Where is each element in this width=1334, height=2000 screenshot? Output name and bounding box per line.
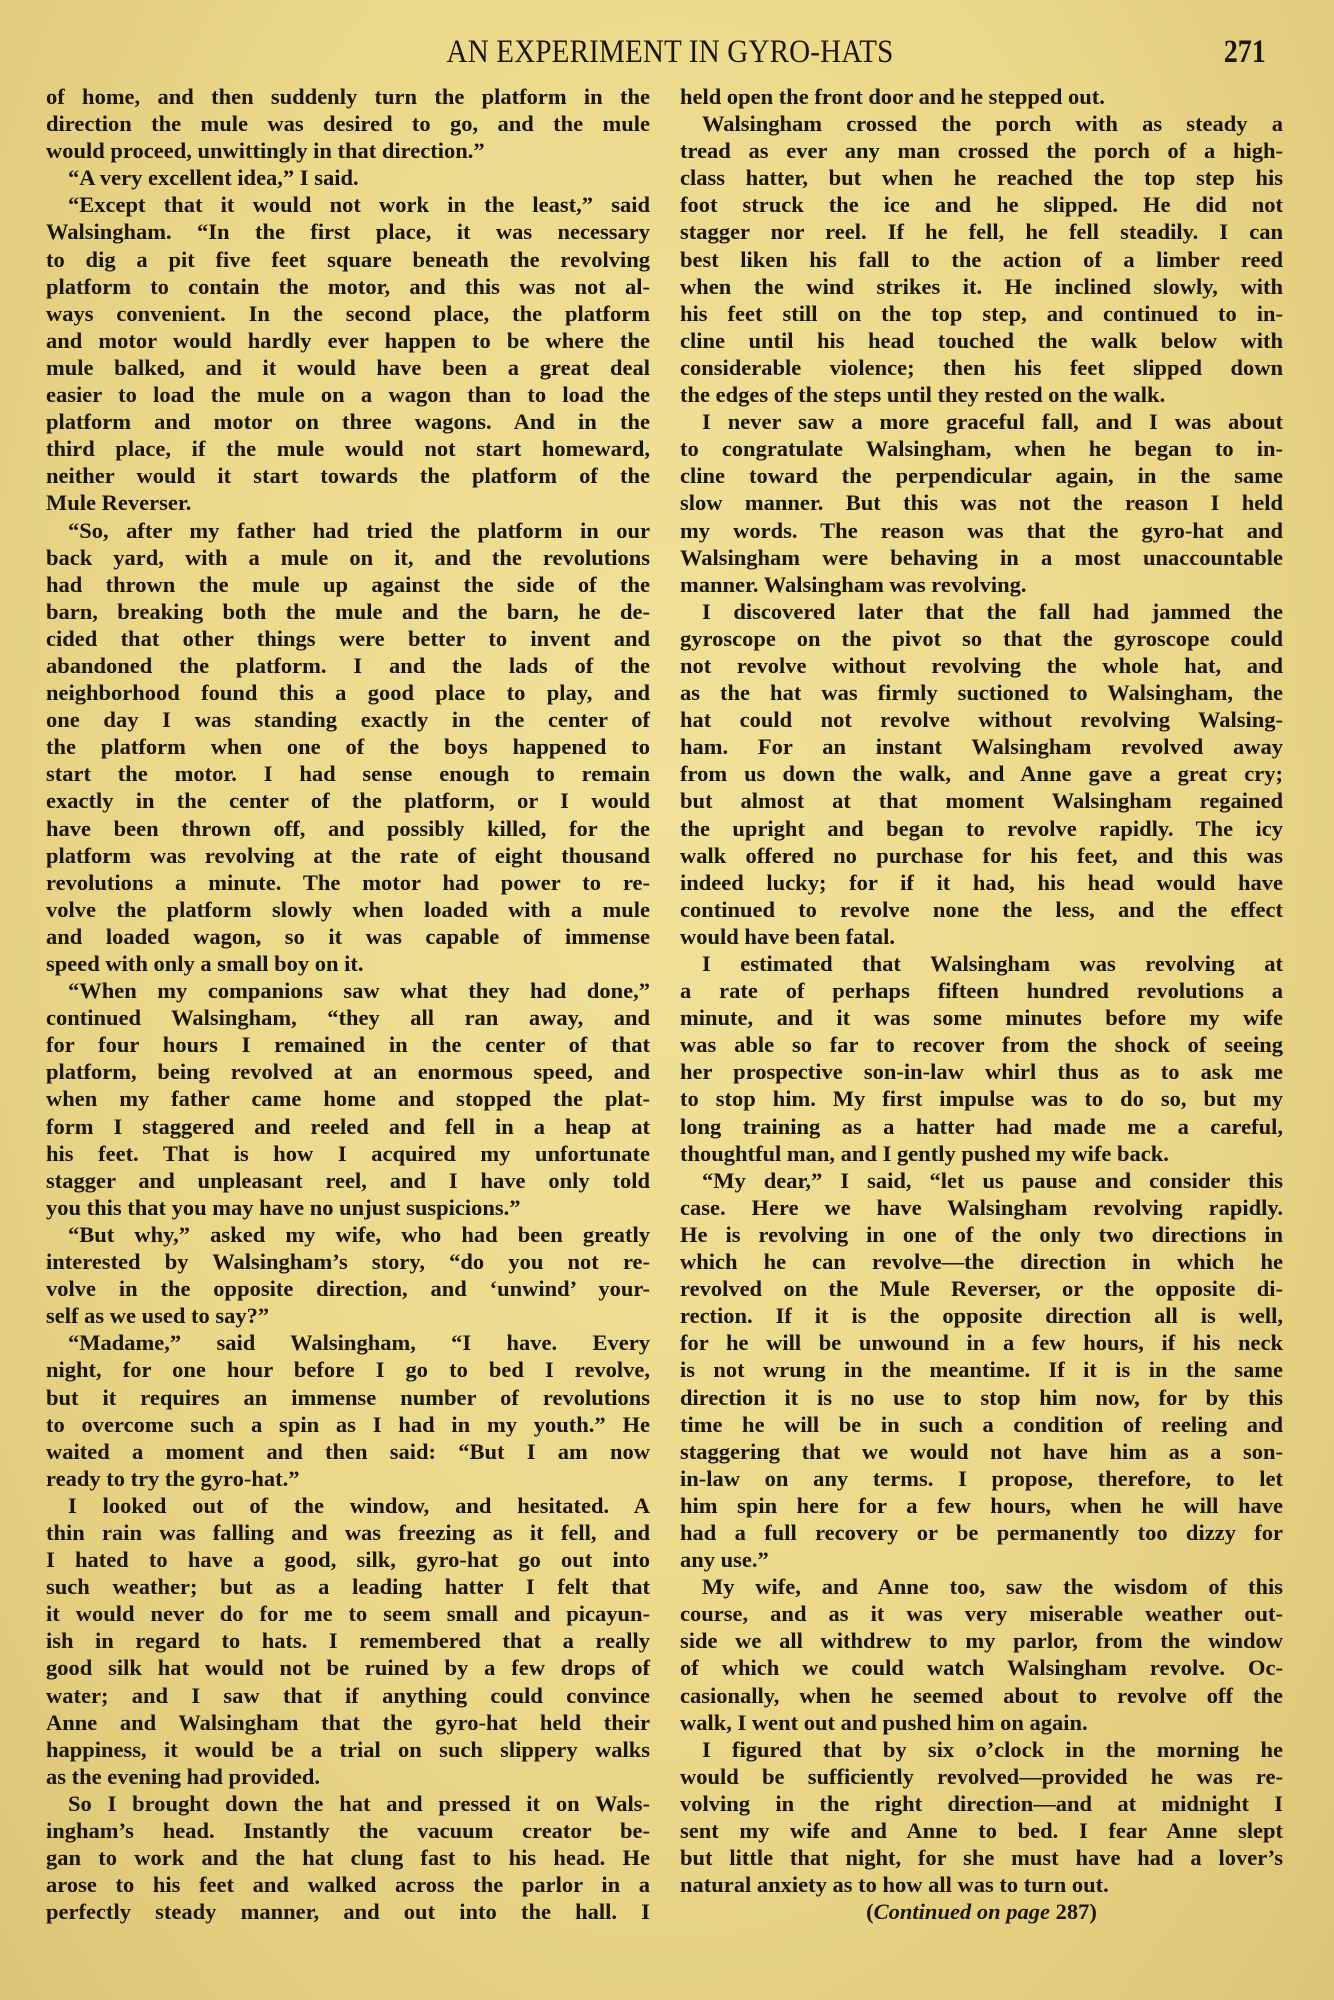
text-line: Walsingham. “In the first place, it was necessary	[46, 219, 650, 245]
text-line: but it requires an immense number of revolutions	[46, 1384, 650, 1410]
text-line: it would never do for me to seem small and picayun-	[46, 1601, 650, 1627]
text-line: Walsingham were behaving in a most unaccountable	[680, 544, 1283, 570]
text-line: class hatter, but when he reached the top step his	[680, 165, 1283, 191]
text-line: exactly in the center of the platform, or I would	[46, 788, 650, 814]
text-line: platform to contain the motor, and this was not al-	[46, 273, 650, 299]
text-line: would have been fatal.	[680, 923, 896, 949]
text-line: I never saw a more graceful fall, and I was about	[702, 409, 1283, 435]
text-line: I discovered later that the fall had jammed the	[702, 598, 1283, 624]
text-line: So I brought down the hat and pressed it on Wals-	[68, 1790, 650, 1816]
text-line: ingham’s head. Instantly the vacuum creator be-	[46, 1818, 650, 1843]
text-line: continued to revolve none the less, and the effect	[680, 896, 1283, 922]
text-line: is not wrung in the meantime. If it is in the same	[680, 1357, 1283, 1383]
text-line: course, and as it was very miserable weather out-	[680, 1601, 1283, 1627]
text-line: cline until his head touched the walk below with	[680, 327, 1283, 353]
text-line: manner. Walsingham was revolving.	[680, 571, 1027, 597]
text-line: start the motor. I had sense enough to remain	[46, 761, 650, 787]
text-line: “When my companions saw what they had done,”	[68, 978, 650, 1004]
text-line: water; and I saw that if anything could convince	[46, 1682, 650, 1708]
text-line: would be sufficiently revolved—provided he was re-	[680, 1763, 1283, 1789]
text-line: him spin here for a few hours, when he will have	[680, 1492, 1283, 1518]
paragraph	[46, 517, 650, 978]
text-line: was able so far to recover from the shock of seeing	[680, 1032, 1283, 1058]
text-line: He is revolving in one of the only two directions in	[680, 1221, 1283, 1247]
text-line: third place, if the mule would not start homeward,	[46, 436, 650, 462]
continued-note: (Continued on page 287)	[866, 1899, 1097, 1925]
text-line: for he will be unwound in a few hours, if his neck	[680, 1330, 1283, 1356]
text-line: direction it is no use to stop him now, for by this	[680, 1384, 1283, 1410]
text-line: continued Walsingham, “they all ran away, and	[46, 1005, 650, 1031]
text-line: Anne and Walsingham that the gyro-hat held their	[46, 1709, 650, 1735]
text-line: of which we could watch Walsingham revolve. Oc-	[680, 1655, 1283, 1681]
text-line: case. Here we have Walsingham revolving rapidly.	[680, 1194, 1283, 1220]
text-line: considerable violence; then his feet slipped down	[680, 354, 1283, 380]
text-line: volve in the opposite direction, and ‘unwind’ your-	[46, 1276, 650, 1302]
text-line: side we all withdrew to my parlor, from the window	[680, 1628, 1283, 1654]
text-line: I hated to have a good, silk, gyro-hat go out into	[46, 1547, 650, 1573]
text-line: platform, being revolved at an enormous speed, and	[46, 1059, 650, 1085]
paragraph	[680, 950, 1283, 1167]
text-line: self as we used to say?”	[46, 1303, 270, 1329]
text-line: as the evening had provided.	[46, 1763, 321, 1789]
text-line: for four hours I remained in the center of that	[46, 1032, 650, 1058]
text-line: perfectly steady manner, and out into the hall. I	[46, 1899, 650, 1925]
text-line: speed with only a small boy on it.	[46, 951, 364, 976]
text-line: barn, breaking both the mule and the barn, he de-	[46, 598, 650, 624]
text-line: in-law on any terms. I propose, therefore, to let	[680, 1465, 1283, 1491]
text-line: direction the mule was desired to go, and the mule	[46, 111, 650, 137]
text-line: walk, I went out and pushed him on again.	[680, 1709, 1088, 1735]
paragraph	[680, 1573, 1283, 1736]
text-line: night, for one hour before I go to bed I revolve,	[46, 1357, 650, 1383]
text-line: volving in the right direction—and at midnight I	[680, 1790, 1283, 1816]
text-line: his feet. That is how I acquired my unfortunate	[46, 1140, 650, 1166]
paragraph	[46, 1790, 650, 1925]
text-line: which he can revolve—the direction in which he	[680, 1249, 1283, 1275]
text-line: back yard, with a mule on it, and the revolutions	[46, 544, 650, 570]
text-column-right	[680, 83, 1283, 1925]
text-line: abandoned the platform. I and the lads of the	[46, 652, 650, 678]
text-line: sent my wife and Anne to bed. I fear Anne slept	[680, 1818, 1283, 1843]
text-line: not revolve without revolving the whole hat, and	[680, 652, 1283, 678]
paragraph	[46, 191, 650, 516]
text-line: revolutions a minute. The motor had power to re-	[46, 869, 650, 895]
page-number: 271	[1223, 34, 1266, 70]
text-line: “Except that it would not work in the least,” said	[68, 192, 650, 218]
text-line: mule balked, and it would have been a great deal	[46, 354, 650, 380]
text-line: as the hat was firmly suctioned to Walsingham, the	[680, 680, 1283, 706]
text-line: Walsingham crossed the porch with as steady a	[702, 111, 1283, 137]
text-line: ham. For an instant Walsingham revolved away	[680, 734, 1283, 760]
text-line: I looked out of the window, and hesitated. A	[68, 1492, 650, 1518]
text-line: slow manner. But this was not the reason I held	[680, 490, 1283, 516]
text-line: but little that night, for she must have had a lover’s	[680, 1845, 1283, 1871]
text-line: volve the platform slowly when loaded with a mule	[46, 896, 650, 922]
text-line: rection. If it is the opposite direction all is well,	[680, 1303, 1283, 1329]
text-line: gan to work and the hat clung fast to his head. He	[46, 1845, 650, 1871]
paragraph	[46, 83, 650, 164]
text-line: the upright and began to revolve rapidly. The icy	[680, 815, 1283, 841]
text-line: gyroscope on the pivot so that the gyroscope could	[680, 625, 1283, 651]
paragraph	[680, 83, 1283, 110]
text-line: thoughtful man, and I gently pushed my wife back.	[680, 1140, 1169, 1166]
text-line: best liken his fall to the action of a limber reed	[680, 246, 1283, 272]
continued-page: 287	[1055, 1899, 1090, 1925]
text-line: Mule Reverser.	[46, 490, 192, 516]
text-line: “Madame,” said Walsingham, “I have. Every	[68, 1330, 650, 1356]
text-line: to dig a pit five feet square beneath the revolving	[46, 246, 650, 272]
text-line: casionally, when he seemed about to revolve off the	[680, 1682, 1283, 1708]
text-line: tread as ever any man crossed the porch of a high-	[680, 138, 1283, 164]
text-line: to overcome such a spin as I had in my youth.” He	[46, 1411, 650, 1437]
running-title: AN EXPERIMENT IN GYRO-HATS	[446, 34, 894, 70]
text-line: would proceed, unwittingly in that direction.”	[46, 138, 485, 164]
text-line: thin rain was falling and was freezing as it fell, and	[46, 1519, 650, 1545]
text-line: the edges of the steps until they rested on the walk.	[680, 382, 1166, 408]
text-line: such weather; but as a leading hatter I felt that	[46, 1574, 650, 1600]
text-line: one day I was standing exactly in the center of	[46, 707, 650, 733]
text-line: waited a moment and then said: “But I am now	[46, 1438, 650, 1464]
text-line: “My dear,” I said, “let us pause and consider this	[702, 1167, 1283, 1193]
text-line: good silk hat would not be ruined by a few drops of	[46, 1655, 650, 1681]
paragraph	[680, 110, 1283, 408]
paragraph	[46, 164, 650, 191]
text-line: ready to try the gyro-hat.”	[46, 1465, 300, 1491]
text-line: “A very excellent idea,” I said.	[68, 165, 359, 191]
text-line: neither would it start towards the platform of the	[46, 463, 650, 489]
text-line: from us down the walk, and Anne gave a great cry;	[680, 761, 1283, 787]
text-line: when the wind strikes it. He inclined slowly, with	[680, 273, 1283, 299]
text-line: natural anxiety as to how all was to turn out.	[680, 1872, 1109, 1898]
text-line: the platform when one of the boys happened to	[46, 734, 650, 760]
text-line: had thrown the mule up against the side of the	[46, 571, 650, 597]
text-line: my words. The reason was that the gyro-hat and	[680, 517, 1283, 543]
text-line: ish in regard to hats. I remembered that a really	[46, 1628, 650, 1654]
text-line: “But why,” asked my wife, who had been greatly	[68, 1221, 650, 1247]
text-line: and motor would hardly ever happen to be where the	[46, 327, 650, 353]
text-line: of home, and then suddenly turn the platform in the	[46, 84, 650, 109]
text-line: walk offered no purchase for his feet, and this was	[680, 842, 1283, 868]
text-line: hat could not revolve without revolving Walsing-	[680, 707, 1283, 733]
text-line: revolved on the Mule Reverser, or the opposite di-	[680, 1276, 1283, 1302]
paragraph	[46, 977, 650, 1221]
text-line: I figured that by six o’clock in the morning he	[702, 1736, 1283, 1762]
text-line: foot struck the ice and he slipped. He did not	[680, 192, 1283, 218]
text-line: ways convenient. In the second place, the platform	[46, 300, 650, 326]
text-line: staggering that we would not have him as a son-	[680, 1438, 1283, 1464]
text-line: “So, after my father had tried the platform in our	[68, 517, 650, 543]
text-line: her prospective son-in-law whirl thus as to ask me	[680, 1059, 1283, 1085]
text-line: minute, and it was some minutes before my wife	[680, 1005, 1283, 1031]
text-line: had a full recovery or be permanently too dizzy for	[680, 1519, 1283, 1545]
text-line: and loaded wagon, so it was capable of immense	[46, 923, 650, 949]
text-line: My wife, and Anne too, saw the wisdom of this	[702, 1574, 1283, 1600]
paragraph	[680, 598, 1283, 950]
text-line: happiness, it would be a trial on such slippery walks	[46, 1736, 650, 1762]
text-line: cided that other things were better to invent and	[46, 625, 650, 651]
paragraph	[46, 1492, 650, 1790]
text-line: interested by Walsingham’s story, “do you not re-	[46, 1249, 650, 1275]
paragraph	[46, 1221, 650, 1329]
text-line: held open the front door and he stepped out.	[680, 84, 1105, 109]
text-line: cline toward the perpendicular again, in the same	[680, 463, 1283, 489]
text-line: I estimated that Walsingham was revolving at	[702, 951, 1283, 976]
paragraph	[46, 1329, 650, 1492]
text-line: platform and motor on three wagons. And in the	[46, 409, 650, 435]
text-line: you this that you may have no unjust suspicions.”	[46, 1194, 521, 1220]
text-line: platform was revolving at the rate of eight thousand	[46, 842, 650, 868]
continued-label: Continued on page	[873, 1899, 1050, 1925]
text-line: to congratulate Walsingham, when he began to in-	[680, 436, 1283, 462]
text-line: stagger nor reel. If he fell, he fell steadily. I can	[680, 219, 1283, 245]
paragraph	[680, 408, 1283, 598]
text-line: arose to his feet and walked across the parlor in a	[46, 1872, 650, 1898]
text-line: when my father came home and stopped the plat-	[46, 1086, 650, 1112]
text-line: but almost at that moment Walsingham regained	[680, 788, 1283, 814]
text-line: long training as a hatter had made me a careful,	[680, 1113, 1283, 1139]
text-line: indeed lucky; for if it had, his head would have	[680, 869, 1283, 895]
paragraph	[680, 1167, 1283, 1573]
text-line: neighborhood found this a good place to play, and	[46, 680, 650, 706]
text-line: to stop him. My first impulse was to do so, but my	[680, 1086, 1283, 1112]
text-column-left	[46, 83, 650, 1925]
text-line: any use.”	[680, 1547, 769, 1573]
text-line: have been thrown off, and possibly killed, for the	[46, 815, 650, 841]
text-line: form I staggered and reeled and fell in a heap at	[46, 1113, 650, 1139]
text-line: time he will be in such a condition of reeling and	[680, 1411, 1283, 1437]
text-line: a rate of perhaps fifteen hundred revolutions a	[680, 978, 1283, 1004]
text-line: his feet still on the top step, and continued to in-	[680, 300, 1283, 326]
text-line: easier to load the mule on a wagon than to load the	[46, 382, 650, 408]
text-line: stagger and unpleasant reel, and I have only told	[46, 1167, 650, 1193]
paragraph	[680, 1736, 1283, 1899]
